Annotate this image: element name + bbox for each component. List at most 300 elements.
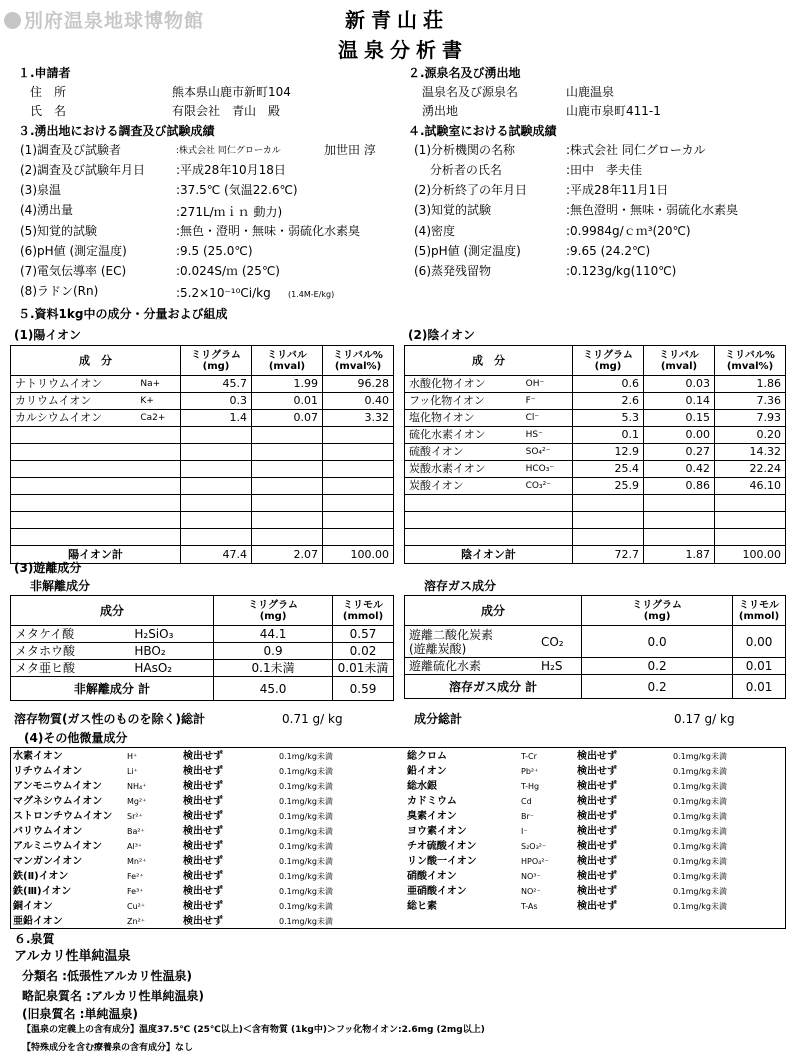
ion-symbol: OH⁻ — [522, 376, 573, 393]
table-row — [405, 393, 786, 410]
ion-name: 水酸化物イオン — [405, 376, 522, 393]
comp-mg: 44.1 — [214, 626, 333, 643]
ion-name: フッ化物イオン — [405, 393, 522, 410]
total-label: 溶存ガス成分 計 — [405, 675, 582, 699]
col-header-text: ミリモル (mmol) — [738, 599, 780, 622]
dissolved-total-value: 0.71 g/ kg — [282, 712, 343, 726]
trace-symbol: NO²⁻ — [521, 887, 541, 896]
ion-mg: 1.4 — [181, 410, 252, 427]
empty-row — [405, 529, 786, 546]
comp-mg: 0.9 — [214, 643, 333, 660]
sec3-value: :271L/ｍｉｎ 動力) — [176, 205, 283, 219]
col-header: 成 分 — [11, 346, 181, 376]
sec3-label: (5)知覚的試験 — [20, 224, 97, 238]
ion-mg: 2.6 — [573, 393, 644, 410]
ion-pct: 0.40 — [323, 393, 394, 410]
ion-symbol: HCO₃⁻ — [522, 461, 573, 478]
trace-name: チオ硫酸イオン — [407, 841, 477, 852]
trace-symbol: Cu²⁺ — [127, 902, 146, 911]
col-header — [214, 596, 333, 626]
trace-name: 鉄(Ⅱ)イオン — [13, 871, 69, 882]
comp-symbol: CO₂ — [537, 626, 582, 658]
total-row — [405, 546, 786, 564]
total-mval: 1.87 — [644, 546, 715, 564]
trace-name: ストロンチウムイオン — [13, 811, 113, 822]
trace-symbol: H⁺ — [127, 752, 138, 761]
sec4-label: (1)分析機関の名称 — [414, 143, 515, 157]
trace-name: マンガンイオン — [13, 856, 83, 867]
col-header — [181, 346, 252, 376]
trace-status: 検出せず — [183, 916, 223, 927]
ion-mval: 0.00 — [644, 427, 715, 444]
trace-name: 亜硝酸イオン — [407, 886, 467, 897]
trace-status: 検出せず — [183, 886, 223, 897]
trace-limit: 0.1mg/kg未満 — [673, 842, 727, 851]
sec1-value: 熊本県山鹿市新町104 — [172, 85, 291, 99]
ion-pct: 1.86 — [715, 376, 786, 393]
sec3-label: (1)調査及び試験者 — [20, 143, 121, 157]
trace-heading: (4)その他微量成分 — [24, 731, 128, 745]
sec4-value: :0.123g/kg(110℃) — [566, 264, 677, 278]
trace-limit: 0.1mg/kg未満 — [279, 782, 333, 791]
nondiss-table — [10, 595, 394, 701]
trace-limit: 0.1mg/kg未満 — [279, 872, 333, 881]
sec2-value: 山鹿温泉 — [566, 85, 615, 99]
total-mg: 45.0 — [214, 677, 333, 701]
trace-limit: 0.1mg/kg未満 — [673, 872, 727, 881]
trace-symbol: Fe²⁺ — [127, 872, 144, 881]
trace-name: 総ヒ素 — [407, 901, 437, 912]
sec4-value: :平成28年11月1日 — [566, 183, 669, 197]
table-row — [405, 461, 786, 478]
dissolved-total-label: 溶存物質(ガス性のものを除く)総計 — [14, 712, 205, 726]
ion-mval: 0.42 — [644, 461, 715, 478]
total-pct: 100.00 — [715, 546, 786, 564]
trace-status: 検出せず — [183, 781, 223, 792]
ion-mval: 0.15 — [644, 410, 715, 427]
sec4-label: (2)分析終了の年月日 — [414, 183, 527, 197]
col-header-text: ミリバル% (mval%) — [725, 349, 775, 372]
trace-name: 水素イオン — [13, 751, 63, 762]
table-row — [405, 478, 786, 495]
col-header-text: ミリグラム (mg) — [191, 349, 241, 372]
trace-limit: 0.1mg/kg未満 — [279, 902, 333, 911]
col-header — [252, 346, 323, 376]
sec4-value: :株式会社 同仁グローカル — [566, 143, 706, 157]
comp-symbol: H₂S — [537, 658, 582, 675]
trace-name: 銅イオン — [13, 901, 53, 912]
trace-limit: 0.1mg/kg未満 — [673, 857, 727, 866]
table-row — [405, 376, 786, 393]
sec3-value: :5.2×10⁻¹⁰Ci/kg — [176, 286, 271, 300]
comp-symbol: HBO₂ — [130, 643, 213, 660]
total-mg: 0.2 — [582, 675, 733, 699]
sec4-label: 分析者の氏名 — [414, 163, 502, 177]
trace-status: 検出せず — [577, 796, 617, 807]
col-header — [573, 346, 644, 376]
trace-status: 検出せず — [183, 841, 223, 852]
gas-heading: 溶存ガス成分 — [424, 579, 497, 593]
trace-status: 検出せず — [577, 751, 617, 762]
ion-name: 炭酸イオン — [405, 478, 522, 495]
trace-name: 硝酸イオン — [407, 871, 457, 882]
ion-pct: 7.93 — [715, 410, 786, 427]
ion-mval: 0.14 — [644, 393, 715, 410]
sec4-label: (5)pH値 (測定温度) — [414, 244, 521, 258]
table-row — [405, 626, 786, 658]
trace-limit: 0.1mg/kg未満 — [673, 827, 727, 836]
trace-symbol: NO³⁻ — [521, 872, 541, 881]
ion-name: カリウムイオン — [11, 393, 137, 410]
trace-limit: 0.1mg/kg未満 — [673, 812, 727, 821]
ion-pct: 22.24 — [715, 461, 786, 478]
sec3-extra: (1.4M-E/kg) — [288, 290, 335, 299]
nondiss-heading: 非解離成分 — [30, 579, 91, 593]
trace-limit: 0.1mg/kg未満 — [673, 767, 727, 776]
ion-mval: 0.86 — [644, 478, 715, 495]
sec4-heading: ４.試験室における試験成績 — [408, 124, 557, 138]
comp-mg: 0.2 — [582, 658, 733, 675]
trace-status: 検出せず — [183, 796, 223, 807]
trace-symbol: S₂O₃²⁻ — [521, 842, 547, 851]
comp-mg: 0.1未満 — [214, 660, 333, 677]
trace-symbol: Sr²⁺ — [127, 812, 143, 821]
empty-row — [11, 427, 394, 444]
col-header-text: ミリグラム (mg) — [248, 599, 298, 622]
empty-row — [11, 495, 394, 512]
ion-mg: 0.6 — [573, 376, 644, 393]
sec5-heading: ５.資料1kg中の成分・分量および組成 — [18, 307, 228, 321]
ion-mval: 0.01 — [252, 393, 323, 410]
trace-status: 検出せず — [183, 766, 223, 777]
table-row — [405, 658, 786, 675]
ion-mg: 25.9 — [573, 478, 644, 495]
trace-symbol: Mn²⁺ — [127, 857, 147, 866]
watermark — [4, 6, 204, 33]
trace-symbol: Br⁻ — [521, 812, 534, 821]
trace-name: アルミニウムイオン — [13, 841, 102, 852]
total-label: 非解離成分 計 — [11, 677, 214, 701]
col-header: 成分 — [405, 596, 582, 626]
quality-name: アルカリ性単純温泉 — [14, 949, 131, 964]
sec3-label: (6)pH値 (測定温度) — [20, 244, 127, 258]
trace-name: バリウムイオン — [13, 826, 83, 837]
col-header-text: ミリバル (mval) — [659, 349, 699, 372]
trace-status: 検出せず — [183, 751, 223, 762]
all-total-label: 成分総計 — [414, 712, 463, 726]
trace-status: 検出せず — [183, 856, 223, 867]
ion-symbol: F⁻ — [522, 393, 573, 410]
sec4-value: :田中 孝夫佳 — [566, 163, 643, 177]
sec4-label: (3)知覚的試験 — [414, 203, 491, 217]
empty-row — [405, 495, 786, 512]
trace-limit: 0.1mg/kg未満 — [279, 752, 333, 761]
trace-symbol: Cd — [521, 797, 532, 806]
total-label: 陰イオン計 — [405, 546, 573, 564]
watermark-text: 別府温泉地球博物館 — [24, 10, 205, 32]
col-header — [582, 596, 733, 626]
trace-name: 鉛イオン — [407, 766, 447, 777]
ion-mval: 1.99 — [252, 376, 323, 393]
trace-name: カドミウム — [407, 796, 457, 807]
comp-name-text: 遊離二酸化炭素 (遊離炭酸) — [409, 627, 494, 656]
trace-status: 検出せず — [577, 811, 617, 822]
anion-heading: (2)陰イオン — [408, 328, 475, 342]
ion-mg: 12.9 — [573, 444, 644, 461]
sec4-value: :無色澄明・無味・弱硫化水素臭 — [566, 203, 739, 217]
comp-mmol: 0.02 — [333, 643, 394, 660]
col-header-text: ミリグラム (mg) — [583, 349, 633, 372]
trace-limit: 0.1mg/kg未満 — [673, 797, 727, 806]
col-header: 成分 — [11, 596, 214, 626]
total-mmol: 0.59 — [333, 677, 394, 701]
empty-row — [11, 444, 394, 461]
trace-symbol: Al³⁺ — [127, 842, 143, 851]
table-row — [11, 393, 394, 410]
trace-status: 検出せず — [577, 856, 617, 867]
comp-mmol: 0.57 — [333, 626, 394, 643]
anion-table — [404, 345, 786, 564]
ion-pct: 14.32 — [715, 444, 786, 461]
trace-status: 検出せず — [183, 826, 223, 837]
sec3-value: :平成28年10月18日 — [176, 163, 286, 177]
empty-row — [11, 529, 394, 546]
comp-symbol: HAsO₂ — [130, 660, 213, 677]
comp-mg: 0.0 — [582, 626, 733, 658]
table-row — [405, 444, 786, 461]
sec2-label: 湧出地 — [422, 104, 459, 118]
sec3-value: :無色・澄明・無味・弱硫化水素臭 — [176, 224, 361, 238]
total-mval: 2.07 — [252, 546, 323, 564]
sec3-label: (4)湧出量 — [20, 203, 73, 217]
col-header-text: ミリバル (mval) — [267, 349, 307, 372]
trace-limit: 0.1mg/kg未満 — [673, 887, 727, 896]
ion-pct: 3.32 — [323, 410, 394, 427]
gas-table — [404, 595, 786, 699]
total-mmol: 0.01 — [733, 675, 786, 699]
comp-name: メタホウ酸 — [11, 643, 131, 660]
ion-name: 塩化物イオン — [405, 410, 522, 427]
sec4-value: :0.9984g/ｃｍ³(20℃) — [566, 224, 691, 238]
trace-symbol: Fe³⁺ — [127, 887, 144, 896]
sec3-label: (7)電気伝導率 (EC) — [20, 264, 127, 278]
sec1-heading: １.申請者 — [18, 66, 71, 80]
trace-status: 検出せず — [183, 811, 223, 822]
trace-status: 検出せず — [577, 901, 617, 912]
trace-status: 検出せず — [577, 766, 617, 777]
table-row — [11, 626, 394, 643]
sec3-value: :37.5℃ (気温22.6℃) — [176, 183, 298, 197]
ion-symbol: SO₄²⁻ — [522, 444, 573, 461]
ion-symbol: K+ — [136, 393, 180, 410]
col-header-text: ミリグラム (mg) — [632, 599, 682, 622]
trace-name: リチウムイオン — [13, 766, 83, 777]
sec6-heading: ６.泉質 — [14, 932, 55, 946]
empty-row — [11, 512, 394, 529]
cation-heading: (1)陽イオン — [14, 328, 81, 342]
ion-mval: 0.03 — [644, 376, 715, 393]
ion-symbol: CO₃²⁻ — [522, 478, 573, 495]
quality-line: 【特殊成分を含む療養泉の含有成分】なし — [22, 1043, 194, 1053]
trace-box — [10, 747, 786, 929]
sec3-value: :9.5 (25.0℃) — [176, 244, 253, 258]
col-header: 成 分 — [405, 346, 573, 376]
ion-pct: 46.10 — [715, 478, 786, 495]
trace-symbol: T-Hg — [521, 782, 540, 791]
trace-name: 総水銀 — [407, 781, 437, 792]
sec4-label: (4)密度 — [414, 224, 455, 238]
ion-mg: 45.7 — [181, 376, 252, 393]
ion-name: カルシウムイオン — [11, 410, 137, 427]
trace-limit: 0.1mg/kg未満 — [673, 752, 727, 761]
quality-line: 【温泉の定義上の含有成分】温度37.5℃ (25℃以上)＜含有物質 (1kg中)＞フッ化物イオン:2.6mg (2mg以上) — [22, 1025, 485, 1035]
sec3-value: :0.024S/ｍ (25℃) — [176, 264, 280, 278]
trace-status: 検出せず — [577, 871, 617, 882]
trace-symbol: I⁻ — [521, 827, 528, 836]
ion-mg: 0.3 — [181, 393, 252, 410]
ion-mg: 5.3 — [573, 410, 644, 427]
ion-pct: 96.28 — [323, 376, 394, 393]
table-row — [405, 427, 786, 444]
table-row — [11, 660, 394, 677]
page-title: 新青山荘 — [345, 8, 449, 32]
ion-mval: 0.27 — [644, 444, 715, 461]
trace-limit: 0.1mg/kg未満 — [673, 902, 727, 911]
ion-symbol: Cl⁻ — [522, 410, 573, 427]
sec1-value: 有限会社 青山 殿 — [172, 104, 281, 118]
ion-mval: 0.07 — [252, 410, 323, 427]
trace-name: マグネシウムイオン — [13, 796, 103, 807]
ion-name: 炭酸水素イオン — [405, 461, 522, 478]
empty-row — [11, 478, 394, 495]
trace-name: 亜鉛イオン — [13, 916, 63, 927]
ion-name: ナトリウムイオン — [11, 376, 137, 393]
ion-symbol: Ca2+ — [136, 410, 180, 427]
total-label: 陽イオン計 — [11, 546, 181, 564]
sec2-value: 山鹿市泉町411-1 — [566, 104, 661, 118]
trace-symbol: NH₄⁺ — [127, 782, 147, 791]
sec3-extra: 加世田 淳 — [324, 143, 376, 157]
quality-line: 分類名 :低張性アルカリ性温泉) — [22, 969, 192, 983]
col-header — [733, 596, 786, 626]
table-row — [11, 643, 394, 660]
trace-limit: 0.1mg/kg未満 — [279, 857, 333, 866]
trace-limit: 0.1mg/kg未満 — [279, 797, 333, 806]
empty-row — [405, 512, 786, 529]
trace-symbol: Zn²⁺ — [127, 917, 145, 926]
comp-name: メタ亜ヒ酸 — [11, 660, 131, 677]
ion-mg: 0.1 — [573, 427, 644, 444]
ion-pct: 7.36 — [715, 393, 786, 410]
quality-line: (旧泉質名 :単純温泉) — [22, 1007, 138, 1021]
sec3-label: (2)調査及び試験年月日 — [20, 163, 145, 177]
ion-symbol: Na+ — [136, 376, 180, 393]
trace-name: リン酸一イオン — [407, 856, 477, 867]
trace-symbol: T-As — [521, 902, 538, 911]
empty-row — [11, 461, 394, 478]
sec1-label: 住 所 — [30, 85, 67, 99]
total-mg: 72.7 — [573, 546, 644, 564]
sec2-label: 温泉名及び源泉名 — [422, 85, 519, 99]
comp-name: メタケイ酸 — [11, 626, 131, 643]
trace-status: 検出せず — [577, 826, 617, 837]
total-row — [405, 675, 786, 699]
museum-logo-icon — [4, 12, 21, 29]
trace-status: 検出せず — [183, 901, 223, 912]
table-row — [11, 410, 394, 427]
sec2-heading: ２.源泉名及び湧出地 — [408, 66, 521, 80]
quality-line: 略記泉質名 :アルカリ性単純温泉) — [22, 989, 204, 1003]
trace-name: アンモニウムイオン — [13, 781, 102, 792]
trace-status: 検出せず — [577, 886, 617, 897]
trace-limit: 0.1mg/kg未満 — [279, 767, 333, 776]
total-row — [11, 677, 394, 701]
trace-status: 検出せず — [183, 871, 223, 882]
ion-name: 硫化水素イオン — [405, 427, 522, 444]
trace-symbol: Pb²⁺ — [521, 767, 539, 776]
comp-mmol: 0.01未満 — [333, 660, 394, 677]
trace-limit: 0.1mg/kg未満 — [673, 782, 727, 791]
ion-name: 硫酸イオン — [405, 444, 522, 461]
sec3-label: (8)ラドン(Rn) — [20, 284, 99, 298]
comp-name: 遊離硫化水素 — [405, 658, 537, 675]
table-row — [405, 410, 786, 427]
sec3-label: (3)泉温 — [20, 183, 61, 197]
col-header — [323, 346, 394, 376]
free-heading: (3)遊離成分 — [14, 561, 82, 575]
trace-symbol: Mg²⁺ — [127, 797, 147, 806]
col-header — [644, 346, 715, 376]
trace-name: 総クロム — [407, 751, 447, 762]
trace-status: 検出せず — [577, 841, 617, 852]
ion-symbol: HS⁻ — [522, 427, 573, 444]
comp-symbol: H₂SiO₃ — [130, 626, 213, 643]
comp-mmol: 0.00 — [733, 626, 786, 658]
trace-name: 鉄(Ⅲ)イオン — [13, 886, 72, 897]
col-header-text: ミリバル% (mval%) — [333, 349, 383, 372]
all-total-value: 0.17 g/ kg — [674, 712, 735, 726]
col-header-text: ミリモル (mmol) — [342, 599, 384, 622]
ion-pct: 0.20 — [715, 427, 786, 444]
cation-table — [10, 345, 394, 564]
trace-limit: 0.1mg/kg未満 — [279, 812, 333, 821]
table-row — [11, 376, 394, 393]
page-subtitle: 温泉分析書 — [338, 38, 468, 62]
ion-mg: 25.4 — [573, 461, 644, 478]
col-header — [333, 596, 394, 626]
trace-symbol: Ba²⁺ — [127, 827, 145, 836]
total-mg: 47.4 — [181, 546, 252, 564]
comp-name — [405, 626, 537, 658]
sec3-value: :株式会社 同仁グローカル — [176, 146, 281, 156]
trace-limit: 0.1mg/kg未満 — [279, 842, 333, 851]
trace-limit: 0.1mg/kg未満 — [279, 887, 333, 896]
sec1-label: 氏 名 — [30, 104, 67, 118]
comp-mmol: 0.01 — [733, 658, 786, 675]
trace-status: 検出せず — [577, 781, 617, 792]
trace-symbol: Li⁺ — [127, 767, 138, 776]
sec4-value: :9.65 (24.2℃) — [566, 244, 651, 258]
trace-name: ヨウ素イオン — [407, 826, 467, 837]
trace-limit: 0.1mg/kg未満 — [279, 917, 333, 926]
total-pct: 100.00 — [323, 546, 394, 564]
trace-symbol: HPO₄²⁻ — [521, 857, 549, 866]
sec3-heading: ３.湧出地における調査及び試験成績 — [18, 124, 215, 138]
trace-symbol: T-Cr — [521, 752, 537, 761]
trace-name: 臭素イオン — [407, 811, 457, 822]
col-header — [715, 346, 786, 376]
trace-limit: 0.1mg/kg未満 — [279, 827, 333, 836]
